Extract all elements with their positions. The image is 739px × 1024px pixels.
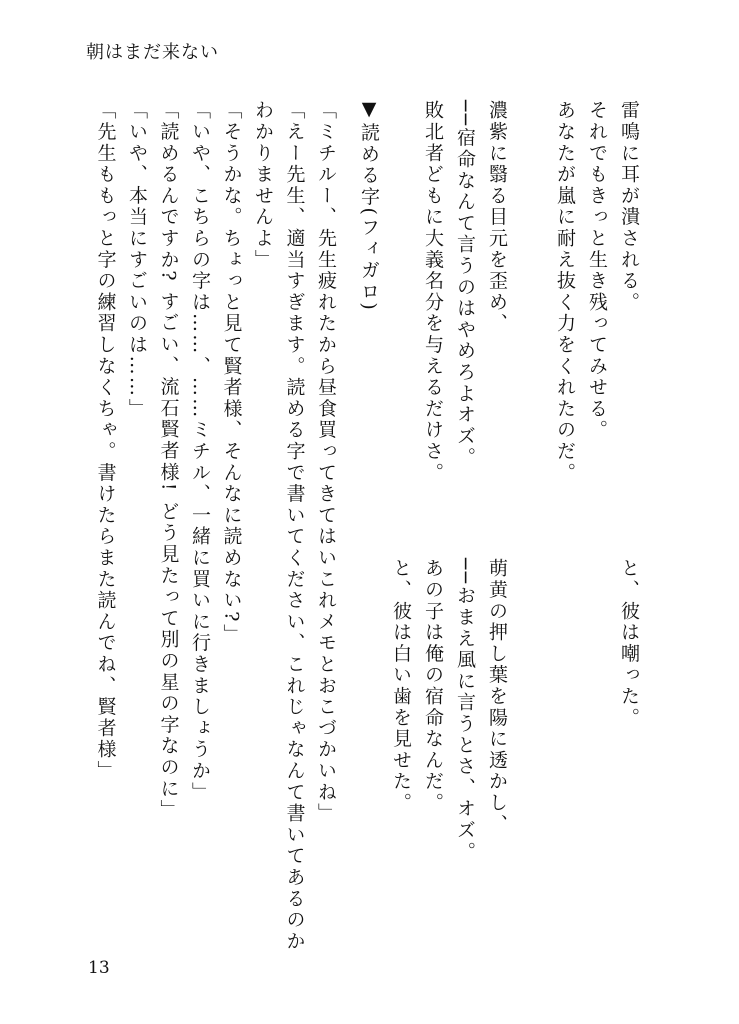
section-title: ▼読める字(フィガロ) xyxy=(358,98,380,313)
poem-line: それでもきっと生き残ってみせる。 xyxy=(586,100,608,441)
poem-line: あなたが嵐に耐え抜く力をくれたのだ。 xyxy=(554,100,576,484)
dialogue-line: 「ミチルー、先生疲れたから昼食買ってきてはいこれメモとおこづかいね」 xyxy=(315,100,337,825)
poem-stanza-4 xyxy=(385,558,513,862)
dialogue-line: わかりませんよ」 xyxy=(252,100,274,271)
dialogue-line: 「そうかな。ちょっと見て賢者様、そんなに読めない?」 xyxy=(220,100,243,645)
poem-line: 敗北者どもに大義名分を与えるだけさ。 xyxy=(422,100,444,484)
poem-line: と、彼は白い歯を見せた。 xyxy=(390,558,412,814)
poem-stanza-3 xyxy=(613,558,645,728)
poem-line: 雷鳴に耳が潰される。 xyxy=(618,100,640,313)
poem-line: あの子は俺の宿命なんだ。 xyxy=(422,558,444,814)
poem-line: 濃紫に翳る目元を歪め、 xyxy=(486,100,508,335)
poem-stanza-2 xyxy=(417,100,513,483)
page-number: 13 xyxy=(88,958,110,978)
dialogue-line: 「先生ももっと字の練習しなくちゃ。書けたらまた読んでね、賢者様」 xyxy=(94,100,117,782)
dialogue-line: 「いや、こちらの字は……、……ミチル、一緒に買いに行きましょうか」 xyxy=(189,100,211,803)
dialogue-line: 「読めるんですか? すごい、流石賢者様! どう見たって別の星の字なのに」 xyxy=(157,100,180,821)
poem-line: と、彼は嘲った。 xyxy=(618,558,640,729)
poem-stanza-1 xyxy=(549,100,645,483)
dialogue-line: 「えー先生、適当すぎます。読める字で書いてください、これじゃなんて書いてあるのか xyxy=(283,100,306,952)
poem-line: ──宿命なんて言うのはやめろよオズ。 xyxy=(454,100,476,469)
poem-line: ──おまえ風に言うとさ、オズ。 xyxy=(454,558,476,863)
dialogue-line: 「いや、本当にすごいのは……」 xyxy=(126,100,148,420)
poem-line: 萌黄の押し葉を陽に透かし、 xyxy=(486,558,508,835)
dialogue-block xyxy=(89,100,341,952)
running-title: 朝はまだ来ない xyxy=(86,42,219,63)
